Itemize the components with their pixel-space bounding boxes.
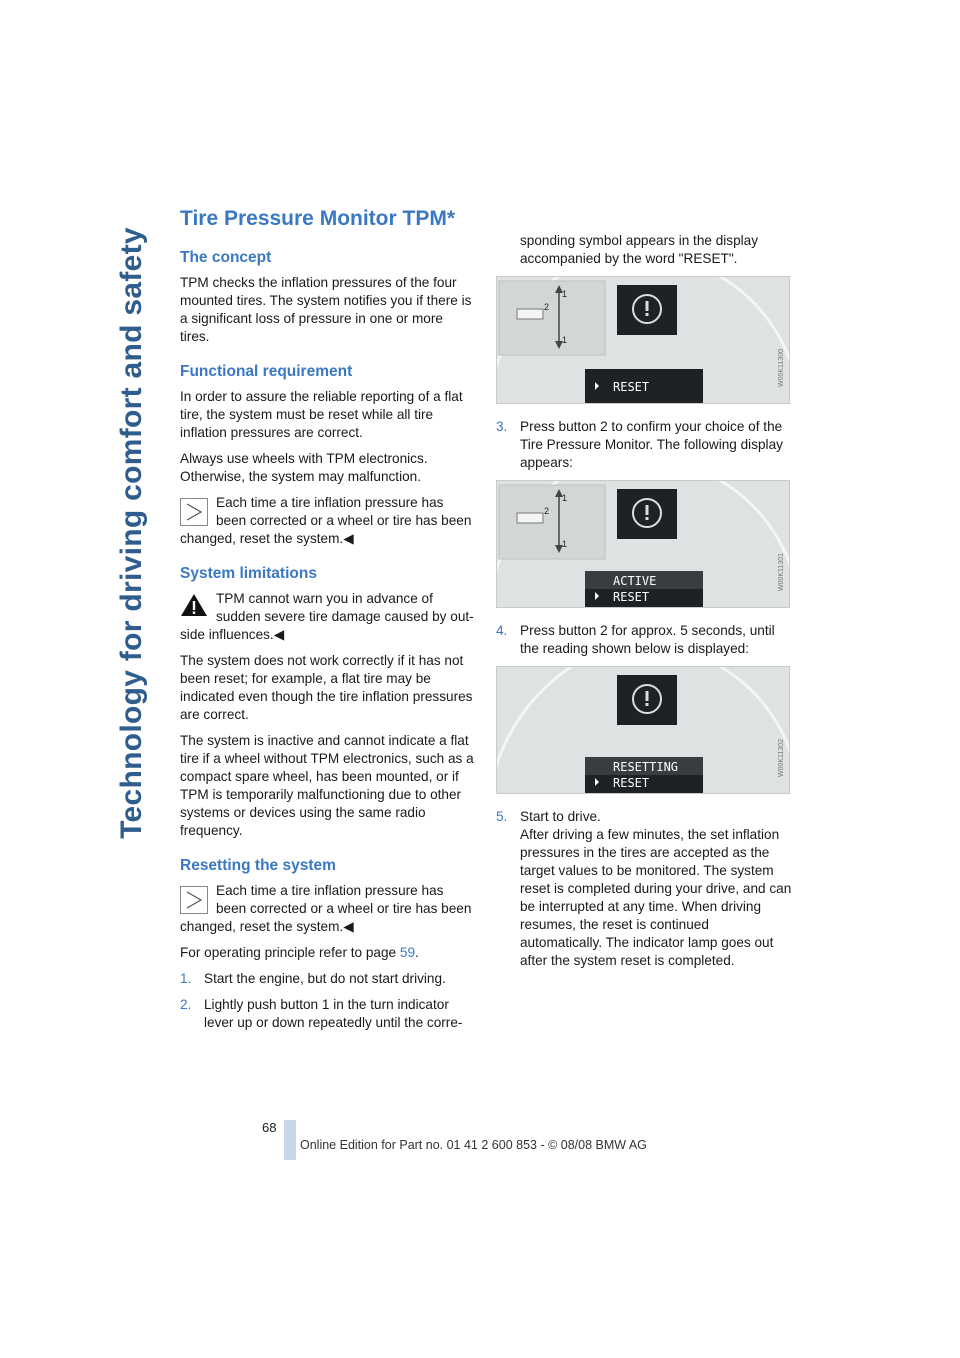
svg-text:RESET: RESET bbox=[613, 380, 650, 394]
svg-text:1: 1 bbox=[562, 289, 568, 299]
functional-p2: Always use wheels with TPM electronics. Otherwise, the system may malfunction. bbox=[180, 451, 428, 484]
functional-heading: Functional requirement bbox=[180, 363, 353, 380]
note-icon bbox=[180, 498, 208, 526]
svg-text:W00K11300: W00K11300 bbox=[778, 348, 785, 387]
right-column bbox=[496, 232, 792, 978]
page-reference: For operating principle refer to page 59. bbox=[180, 945, 419, 960]
functional-p1: In order to assure the reliable reporting of a flat tire, the system must be reset while all tire inflation pressures are correct. bbox=[180, 389, 463, 440]
svg-text:RESETTING: RESETTING bbox=[613, 760, 679, 774]
note-block: Each time a tire inflation pressure has been corrected or a wheel or tire has been changed, reset the system.◀ bbox=[180, 883, 472, 934]
display-figure-resetting bbox=[496, 666, 790, 794]
step-item: 2. Lightly push button 1 in the turn indicator lever up or down repeatedly until the corre- bbox=[180, 997, 463, 1030]
step-item: 1. Start the engine, but do not start driving. bbox=[180, 971, 446, 986]
limitations-heading: System limitations bbox=[180, 565, 317, 582]
display-figure-reset bbox=[496, 276, 790, 404]
warning-icon bbox=[180, 592, 208, 618]
svg-text:ACTIVE: ACTIVE bbox=[613, 574, 657, 588]
svg-text:RESET: RESET bbox=[613, 590, 650, 604]
svg-text:2: 2 bbox=[544, 506, 550, 516]
page-link[interactable]: 59 bbox=[399, 945, 416, 960]
limitations-p1: The system does not work correctly if it has not been reset; for example, a flat tire may be indicated even though the tire inflation pressures are correct. bbox=[180, 653, 473, 722]
page-heading: Tire Pressure Monitor TPM* bbox=[180, 207, 456, 230]
svg-text:1: 1 bbox=[562, 493, 568, 503]
svg-text:W00K11301: W00K11301 bbox=[778, 552, 785, 591]
note-icon bbox=[180, 886, 208, 914]
page-number: 68 bbox=[262, 1120, 277, 1135]
section-side-title: Technology for driving comfort and safety bbox=[115, 227, 148, 839]
resetting-heading: Resetting the system bbox=[180, 857, 336, 874]
svg-text:1: 1 bbox=[562, 335, 568, 345]
svg-text:1: 1 bbox=[562, 539, 568, 549]
display-figure-active bbox=[496, 480, 790, 608]
concept-body: TPM checks the inflation pressures of the four mounted tires. The system notifies you if there is a significant loss of pressure in one or more tires. bbox=[180, 275, 472, 344]
footer-edition-note: Online Edition for Part no. 01 41 2 600 853 - © 08/08 BMW AG bbox=[300, 1138, 647, 1152]
svg-text:W00K11302: W00K11302 bbox=[778, 738, 785, 777]
warning-block: TPM cannot warn you in advance of sudden severe tire damage caused by out- side influences.◀ bbox=[180, 591, 474, 642]
svg-text:2: 2 bbox=[544, 302, 550, 312]
step-continuation: sponding symbol appears in the display accompanied by the word "RESET". bbox=[520, 233, 759, 266]
svg-text:RESET: RESET bbox=[613, 776, 650, 790]
note-block: Each time a tire inflation pressure has been corrected or a wheel or tire has been changed, reset the system.◀ bbox=[180, 495, 472, 546]
concept-heading: The concept bbox=[180, 249, 272, 266]
left-column bbox=[180, 196, 475, 1040]
step-item: 5. Start to drive. After driving a few minutes, the set inflation pressures in the tires are accepted as the target values to be monitored. The system reset is completed during your drive, and can be interrupted at any time. When driving resumes, the reset is continued automatically. The indicator lamp goes out after the system reset is completed. bbox=[496, 809, 792, 968]
step-item: 4. Press button 2 for approx. 5 seconds, until the reading shown below is displayed: bbox=[496, 623, 775, 656]
step-item: 3. Press button 2 to confirm your choice of the Tire Pressure Monitor. The following display appears: bbox=[496, 419, 783, 470]
footer-accent-bar bbox=[284, 1120, 296, 1160]
limitations-p2: The system is inactive and cannot indicate a flat tire if a wheel without TPM electronics, such as a compact spare wheel, has been mounted, or if TPM is temporarily malfunctioning due to other systems or devices using the same radio frequency. bbox=[180, 733, 474, 838]
